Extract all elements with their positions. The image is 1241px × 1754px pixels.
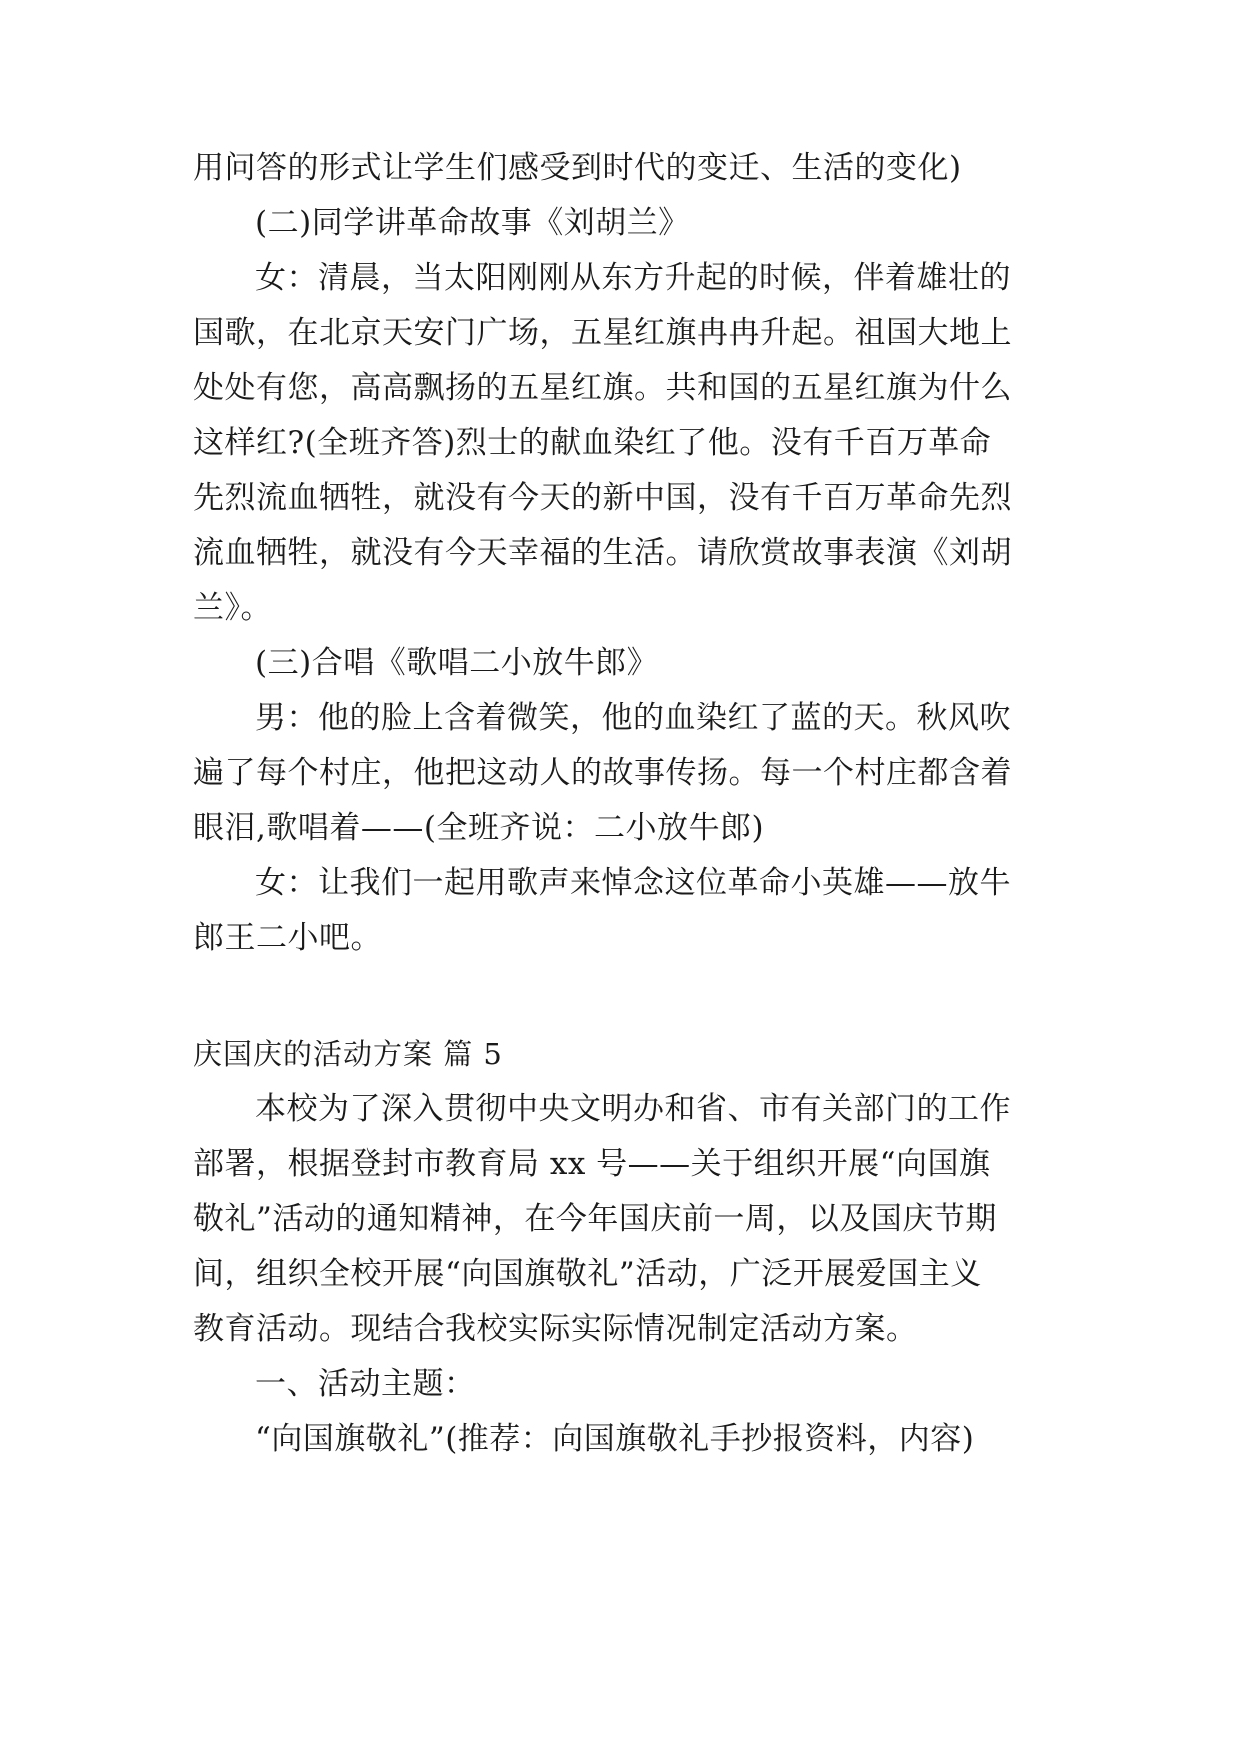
paragraph-line: 间，组织全校开展“向国旗敬礼”活动，广泛开展爱国主义 [193, 1256, 982, 1292]
paragraph-line: 遍了每个村庄，他把这动人的故事传扬。每一个村庄都含着 [193, 755, 1012, 791]
paragraph-line: 这样红?(全班齐答)烈士的献血染红了他。没有千百万革命 [193, 425, 992, 461]
paragraph-line: 敬礼”活动的通知精神，在今年国庆前一周，以及国庆节期 [193, 1201, 997, 1237]
paragraph-line: 女：清晨，当太阳刚刚从东方升起的时候，伴着雄壮的 [255, 260, 1011, 296]
section-heading-chorus: (三)合唱《歌唱二小放牛郎》 [255, 645, 659, 681]
paragraph-line: 国歌，在北京天安门广场，五星红旗冉冉升起。祖国大地上 [193, 315, 1012, 351]
paragraph-line: 流血牺牲，就没有今天幸福的生活。请欣赏故事表演《刘胡 [193, 535, 1012, 571]
paragraph-line: 郎王二小吧。 [193, 920, 382, 956]
section-heading-theme: 一、活动主题： [255, 1366, 476, 1402]
paragraph-line: 部署，根据登封市教育局 xx 号——关于组织开展“向国旗 [193, 1146, 991, 1182]
paragraph-line: 眼泪,歌唱着——(全班齐说：二小放牛郎) [193, 810, 765, 846]
paragraph-line: 处处有您，高高飘扬的五星红旗。共和国的五星红旗为什么 [193, 370, 1012, 406]
paragraph-line: “向国旗敬礼”(推荐：向国旗敬礼手抄报资料，内容) [255, 1421, 975, 1457]
paragraph-line: 女：让我们一起用歌声来悼念这位革命小英雄——放牛 [255, 865, 1011, 901]
paragraph-line: 兰》。 [193, 590, 272, 626]
article-title: 庆国庆的活动方案 篇 5 [193, 1037, 503, 1071]
paragraph-line: 先烈流血牺牲，就没有今天的新中国，没有千百万革命先烈 [193, 480, 1012, 516]
paragraph-line: 男：他的脸上含着微笑，他的血染红了蓝的天。秋风吹 [255, 700, 1011, 736]
section-heading-story: (二)同学讲革命故事《刘胡兰》 [255, 205, 690, 241]
paragraph-line: 教育活动。现结合我校实际实际情况制定活动方案。 [193, 1311, 918, 1347]
paragraph-line: 用问答的形式让学生们感受到时代的变迁、生活的变化) [193, 150, 962, 186]
paragraph-line: 本校为了深入贯彻中央文明办和省、市有关部门的工作 [255, 1091, 1011, 1127]
